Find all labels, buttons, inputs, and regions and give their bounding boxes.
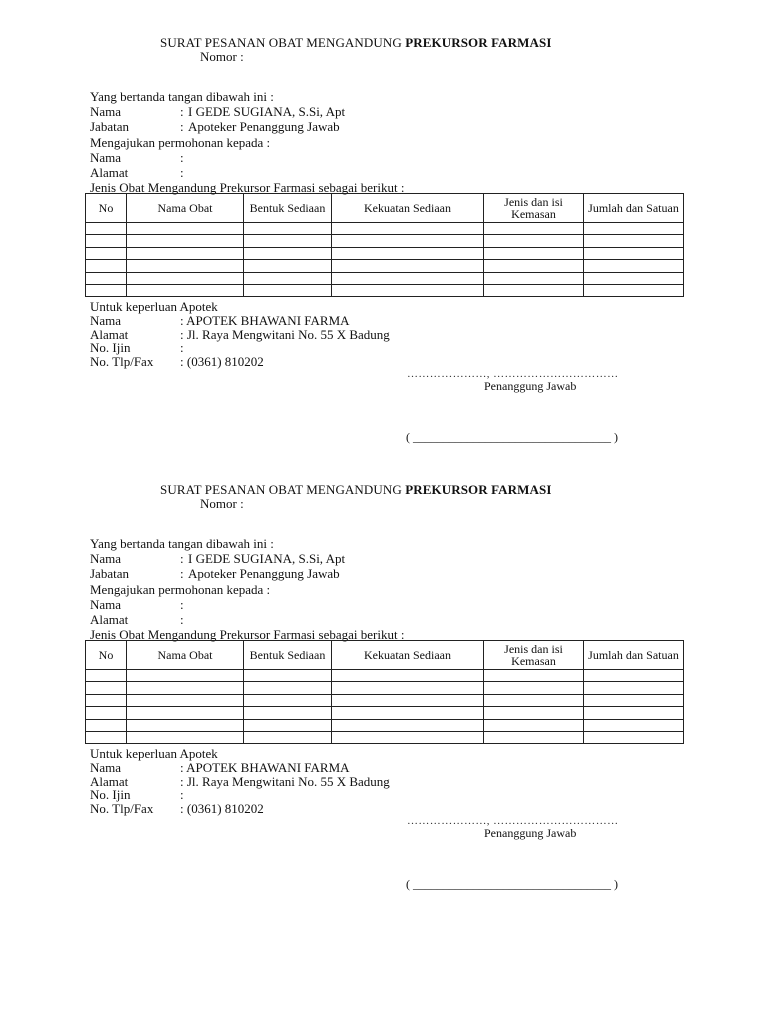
col-header-kekuatan-sediaan: Kekuatan Sediaan <box>332 641 484 670</box>
date-place-line[interactable]: …………………, …………………………… <box>407 368 619 380</box>
table-cell[interactable] <box>332 731 484 743</box>
signer-title: Penanggung Jawab <box>484 826 577 840</box>
apotek-section <box>90 300 390 369</box>
apotek-heading: Untuk keperluan Apotek <box>90 746 218 761</box>
table-cell[interactable] <box>332 719 484 731</box>
apotek-nama-row: Nama : APOTEK BHAWANI FARMA <box>90 759 350 775</box>
table-header-row <box>86 194 684 223</box>
table-cell[interactable] <box>484 235 584 247</box>
apotek-ijin-row: No. Ijin : <box>90 340 184 356</box>
table-cell[interactable] <box>484 694 584 706</box>
table-cell[interactable] <box>484 707 584 719</box>
table-cell[interactable] <box>86 719 127 731</box>
items-table <box>85 640 684 744</box>
request-text: Mengajukan permohonan kepada : <box>90 581 271 597</box>
table-cell[interactable] <box>244 272 332 284</box>
signer-jabatan-row: Jabatan : Apoteker Penanggung Jawab <box>90 119 340 135</box>
recipient-name-row: Nama : <box>90 596 184 612</box>
signature-line[interactable]: ( _________________________________ ) <box>406 877 618 891</box>
table-cell[interactable] <box>584 272 684 284</box>
table-cell[interactable] <box>244 235 332 247</box>
signer-jabatan-row: Jabatan : Apoteker Penanggung Jawab <box>90 566 340 582</box>
col-header-no: No <box>86 641 127 670</box>
table-cell[interactable] <box>86 247 127 259</box>
field-label: No. Tlp/Fax <box>90 801 154 817</box>
field-label: No. Ijin <box>90 340 131 356</box>
table-cell[interactable] <box>86 260 127 272</box>
col-header-jenis-kemasan: Jenis dan isi Kemasan <box>484 641 584 670</box>
table-cell[interactable] <box>484 731 584 743</box>
table-cell[interactable] <box>584 670 684 682</box>
apotek-alamat-row: Alamat : Jl. Raya Mengwitani No. 55 X Badung <box>90 326 390 342</box>
table-cell[interactable] <box>244 707 332 719</box>
field-label: Alamat <box>90 773 129 789</box>
apotek-ijin-row: No. Ijin : <box>90 787 184 803</box>
table-cell[interactable] <box>584 284 684 296</box>
table-cell[interactable] <box>332 670 484 682</box>
table-cell[interactable] <box>86 272 127 284</box>
table-cell[interactable] <box>584 707 684 719</box>
apotek-nama-value: APOTEK BHAWANI FARMA <box>186 312 350 328</box>
table-cell[interactable] <box>484 247 584 259</box>
apotek-tlp-value: (0361) 810202 <box>186 801 264 817</box>
nomor-label: Nomor : <box>200 496 244 511</box>
table-cell[interactable] <box>332 682 484 694</box>
col-header-kekuatan-sediaan: Kekuatan Sediaan <box>332 194 484 223</box>
table-cell[interactable] <box>484 223 584 235</box>
list-intro-text: Jenis Obat Mengandung Prekursor Farmasi sebagai berikut : <box>90 627 405 643</box>
recipient-name-row: Nama : <box>90 149 184 165</box>
table-cell[interactable] <box>584 682 684 694</box>
date-place-line[interactable]: …………………, …………………………… <box>407 815 619 827</box>
col-header-jumlah-satuan: Jumlah dan Satuan <box>584 641 684 670</box>
table-cell[interactable] <box>86 670 127 682</box>
table-cell[interactable] <box>484 260 584 272</box>
form-title <box>160 35 552 50</box>
title-bold-text: PREKURSOR FARMASI <box>405 35 552 50</box>
table-cell[interactable] <box>584 247 684 259</box>
title-bold-text: PREKURSOR FARMASI <box>405 482 552 497</box>
items-table <box>85 193 684 297</box>
table-cell[interactable] <box>484 670 584 682</box>
table-cell[interactable] <box>332 694 484 706</box>
col-header-nama-obat: Nama Obat <box>127 641 244 670</box>
field-label: Nama <box>90 104 122 120</box>
table-row <box>86 272 684 284</box>
table-cell[interactable] <box>332 235 484 247</box>
form-title <box>160 482 552 497</box>
apotek-tlp-value: (0361) 810202 <box>186 354 264 370</box>
table-cell[interactable] <box>484 682 584 694</box>
table-cell[interactable] <box>127 223 244 235</box>
table-row <box>86 247 684 259</box>
apotek-tlp-row: No. Tlp/Fax : (0361) 810202 <box>90 354 264 370</box>
table-cell[interactable] <box>584 731 684 743</box>
intro-text: Yang bertanda tangan dibawah ini : <box>90 536 274 551</box>
col-header-no: No <box>86 194 127 223</box>
table-cell[interactable] <box>332 284 484 296</box>
signer-section <box>90 536 404 642</box>
table-cell[interactable] <box>86 223 127 235</box>
table-cell[interactable] <box>332 707 484 719</box>
field-label: Nama <box>90 149 122 165</box>
table-cell[interactable] <box>332 272 484 284</box>
signer-name-row: Nama : I GEDE SUGIANA, S.Si, Apt <box>90 104 346 120</box>
table-cell[interactable] <box>484 719 584 731</box>
table-row <box>86 284 684 296</box>
table-row <box>86 682 684 694</box>
nomor-label: Nomor : <box>200 49 244 64</box>
table-row <box>86 223 684 235</box>
field-label: Alamat <box>90 611 129 627</box>
table-row <box>86 670 684 682</box>
table-cell[interactable] <box>127 247 244 259</box>
table-cell[interactable] <box>584 260 684 272</box>
title-text: SURAT PESANAN OBAT MENGANDUNG <box>160 482 402 497</box>
table-cell[interactable] <box>127 719 244 731</box>
signer-title: Penanggung Jawab <box>484 379 577 393</box>
apotek-tlp-row: No. Tlp/Fax : (0361) 810202 <box>90 801 264 817</box>
field-label: Nama <box>90 551 122 567</box>
field-label: No. Ijin <box>90 787 131 803</box>
field-label: Jabatan <box>90 566 129 582</box>
apotek-alamat-row: Alamat : Jl. Raya Mengwitani No. 55 X Badung <box>90 773 390 789</box>
title-text: SURAT PESANAN OBAT MENGANDUNG <box>160 35 402 50</box>
table-cell[interactable] <box>332 223 484 235</box>
field-label: No. Tlp/Fax <box>90 354 154 370</box>
table-cell[interactable] <box>127 260 244 272</box>
signer-jabatan-value: Apoteker Penanggung Jawab <box>188 119 340 135</box>
apotek-alamat-value: Jl. Raya Mengwitani No. 55 X Badung <box>186 326 390 342</box>
table-header-row <box>86 641 684 670</box>
table-cell[interactable] <box>86 731 127 743</box>
intro-text: Yang bertanda tangan dibawah ini : <box>90 89 274 104</box>
table-cell[interactable] <box>244 682 332 694</box>
table-cell[interactable] <box>244 731 332 743</box>
list-intro-text: Jenis Obat Mengandung Prekursor Farmasi sebagai berikut : <box>90 180 405 196</box>
col-header-jenis-kemasan: Jenis dan isi Kemasan <box>484 194 584 223</box>
table-cell[interactable] <box>86 707 127 719</box>
signature-line[interactable]: ( _________________________________ ) <box>406 430 618 444</box>
table-cell[interactable] <box>86 682 127 694</box>
table-cell[interactable] <box>127 235 244 247</box>
recipient-alamat-row: Alamat : <box>90 164 184 180</box>
table-cell[interactable] <box>244 223 332 235</box>
table-cell[interactable] <box>127 670 244 682</box>
table-row <box>86 694 684 706</box>
table-cell[interactable] <box>127 682 244 694</box>
field-label: Jabatan <box>90 119 129 135</box>
table-cell[interactable] <box>86 284 127 296</box>
table-cell[interactable] <box>332 247 484 259</box>
table-cell[interactable] <box>584 235 684 247</box>
table-cell[interactable] <box>127 694 244 706</box>
table-cell[interactable] <box>127 284 244 296</box>
table-cell[interactable] <box>127 707 244 719</box>
signer-section <box>90 89 404 195</box>
signer-jabatan-value: Apoteker Penanggung Jawab <box>188 566 340 582</box>
apotek-heading: Untuk keperluan Apotek <box>90 299 218 314</box>
apotek-alamat-value: Jl. Raya Mengwitani No. 55 X Badung <box>186 773 390 789</box>
field-label: Nama <box>90 596 122 612</box>
table-cell[interactable] <box>86 235 127 247</box>
table-row <box>86 235 684 247</box>
table-cell[interactable] <box>86 694 127 706</box>
table-cell[interactable] <box>244 670 332 682</box>
col-header-bentuk-sediaan: Bentuk Sediaan <box>244 641 332 670</box>
table-cell[interactable] <box>244 284 332 296</box>
table-row <box>86 719 684 731</box>
table-cell[interactable] <box>127 272 244 284</box>
table-cell[interactable] <box>127 731 244 743</box>
table-cell[interactable] <box>244 719 332 731</box>
apotek-nama-value: APOTEK BHAWANI FARMA <box>186 759 350 775</box>
col-header-nama-obat: Nama Obat <box>127 194 244 223</box>
field-label: Alamat <box>90 164 129 180</box>
signer-name-value: I GEDE SUGIANA, S.Si, Apt <box>188 551 346 567</box>
table-cell[interactable] <box>484 272 584 284</box>
col-header-jumlah-satuan: Jumlah dan Satuan <box>584 194 684 223</box>
field-label: Nama <box>90 312 122 328</box>
table-cell[interactable] <box>332 260 484 272</box>
table-cell[interactable] <box>244 260 332 272</box>
table-cell[interactable] <box>244 694 332 706</box>
recipient-alamat-row: Alamat : <box>90 611 184 627</box>
table-cell[interactable] <box>584 694 684 706</box>
field-label: Nama <box>90 759 122 775</box>
table-cell[interactable] <box>484 284 584 296</box>
table-row <box>86 707 684 719</box>
signer-name-row: Nama : I GEDE SUGIANA, S.Si, Apt <box>90 551 346 567</box>
order-form-top <box>0 0 768 444</box>
table-cell[interactable] <box>584 223 684 235</box>
field-label: Alamat <box>90 326 129 342</box>
apotek-nama-row: Nama : APOTEK BHAWANI FARMA <box>90 312 350 328</box>
signer-name-value: I GEDE SUGIANA, S.Si, Apt <box>188 104 346 120</box>
table-cell[interactable] <box>244 247 332 259</box>
order-form-bottom <box>0 447 768 891</box>
request-text: Mengajukan permohonan kepada : <box>90 134 271 150</box>
table-row <box>86 731 684 743</box>
table-row <box>86 260 684 272</box>
col-header-bentuk-sediaan: Bentuk Sediaan <box>244 194 332 223</box>
table-cell[interactable] <box>584 719 684 731</box>
apotek-section <box>90 747 390 816</box>
